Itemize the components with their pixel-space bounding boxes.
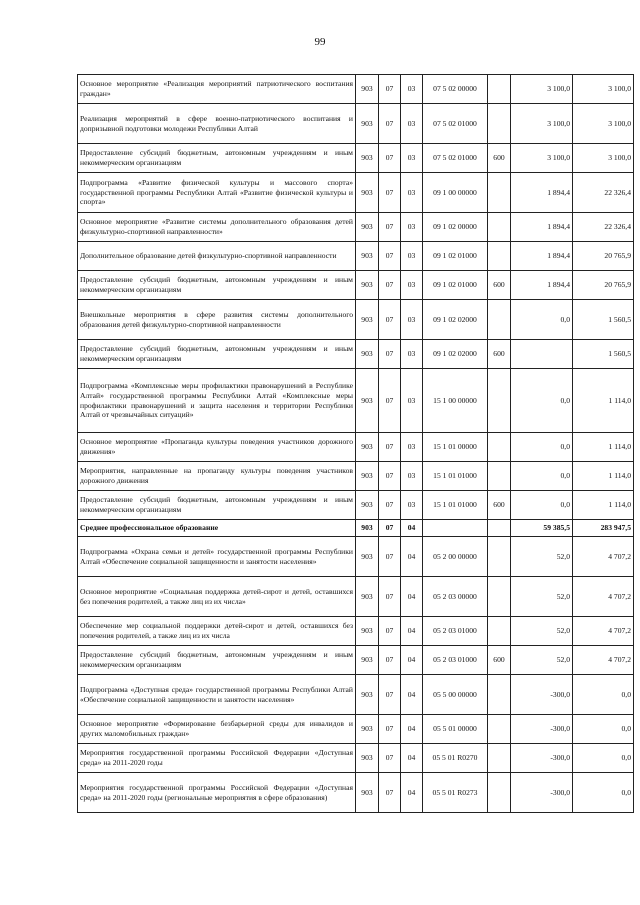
row-section-code: 07 [379,433,401,462]
row-expense-type [488,617,511,646]
row-target-article: 09 1 02 02000 [423,300,488,340]
row-subsection-code: 03 [401,144,423,173]
table-row [78,369,634,433]
table-row [78,617,634,646]
row-subsection-code: 03 [401,242,423,271]
row-amount-total: 1 114,0 [573,369,634,433]
row-ved-code: 903 [356,242,379,271]
table-row [78,715,634,744]
row-target-article: 05 5 00 00000 [423,675,488,715]
table-row [78,773,634,813]
table-row [78,340,634,369]
row-amount-change: -300,0 [511,773,573,813]
row-target-article: 09 1 02 00000 [423,213,488,242]
row-subsection-code: 04 [401,577,423,617]
row-amount-change: 0,0 [511,491,573,520]
row-ved-code: 903 [356,433,379,462]
row-ved-code: 903 [356,675,379,715]
row-ved-code: 903 [356,104,379,144]
row-target-article: 05 2 03 01000 [423,646,488,675]
row-target-article: 09 1 02 01000 [423,242,488,271]
row-expense-type: 600 [488,646,511,675]
row-subsection-code: 03 [401,271,423,300]
row-target-article: 05 2 00 00000 [423,537,488,577]
row-amount-total: 20 765,9 [573,242,634,271]
table-row [78,537,634,577]
table-row [78,577,634,617]
row-target-article: 07 5 02 01000 [423,104,488,144]
row-expense-type [488,462,511,491]
row-amount-change: 1 894,4 [511,213,573,242]
row-amount-change: -300,0 [511,744,573,773]
row-target-article: 05 5 01 00000 [423,715,488,744]
row-target-article [423,520,488,537]
row-subsection-code: 04 [401,744,423,773]
row-name: Подпрограмма «Охрана семьи и детей» государственной программы Республики Алтай «Обеспечение социальной защищенности и занятости населения» [78,537,356,577]
row-section-code: 07 [379,462,401,491]
row-amount-change: 52,0 [511,577,573,617]
page-number: 99 [314,36,326,48]
row-name: Мероприятия государственной программы Российской Федерации «Доступная среда» на 2011-2020 годы (региональные мероприятия в сфере образования) [78,773,356,813]
row-name: Основное мероприятие «Реализация мероприятий патриотического воспитания граждан» [78,75,356,104]
row-amount-total: 283 947,5 [573,520,634,537]
row-section-code: 07 [379,104,401,144]
row-ved-code: 903 [356,520,379,537]
row-ved-code: 903 [356,75,379,104]
row-subsection-code: 03 [401,369,423,433]
row-name: Основное мероприятие «Пропаганда культуры поведения участников дорожного движения» [78,433,356,462]
table-row [78,433,634,462]
row-subsection-code: 03 [401,104,423,144]
row-section-code: 07 [379,675,401,715]
row-amount-total: 1 560,5 [573,340,634,369]
row-expense-type [488,300,511,340]
row-amount-total: 4 707,2 [573,577,634,617]
row-name: Подпрограмма «Комплексные меры профилактики правонарушений в Республике Алтай» государственной программы Республики Алтай «Комплексные меры профилактики правонарушений и защита населения и территории Республики Алтай от чрезвычайных ситуаций» [78,369,356,433]
row-subsection-code: 04 [401,715,423,744]
row-section-code: 07 [379,537,401,577]
row-ved-code: 903 [356,300,379,340]
row-expense-type [488,75,511,104]
row-section-code: 07 [379,491,401,520]
row-amount-change: 52,0 [511,646,573,675]
table-row [78,173,634,213]
row-section-code: 07 [379,369,401,433]
row-amount-total: 0,0 [573,744,634,773]
row-expense-type: 600 [488,340,511,369]
row-expense-type [488,104,511,144]
row-name: Предоставление субсидий бюджетным, автономным учреждениям и иным некоммерческим организациям [78,144,356,173]
row-amount-total: 1 114,0 [573,433,634,462]
row-subsection-code: 03 [401,433,423,462]
row-target-article: 09 1 02 01000 [423,271,488,300]
row-amount-total: 20 765,9 [573,271,634,300]
row-target-article: 15 1 01 00000 [423,433,488,462]
row-section-code: 07 [379,520,401,537]
table-row [78,75,634,104]
row-amount-total: 1 114,0 [573,491,634,520]
row-section-code: 07 [379,213,401,242]
row-amount-total: 22 326,4 [573,213,634,242]
row-amount-total: 4 707,2 [573,617,634,646]
row-amount-total: 1 560,5 [573,300,634,340]
row-section-code: 07 [379,173,401,213]
row-ved-code: 903 [356,715,379,744]
table-row [78,491,634,520]
row-ved-code: 903 [356,340,379,369]
budget-table [77,74,634,813]
row-amount-total: 22 326,4 [573,173,634,213]
row-amount-change: 59 385,5 [511,520,573,537]
row-section-code: 07 [379,271,401,300]
row-amount-total: 3 100,0 [573,104,634,144]
row-expense-type [488,715,511,744]
row-expense-type [488,242,511,271]
row-subsection-code: 04 [401,537,423,577]
row-section-code: 07 [379,300,401,340]
row-ved-code: 903 [356,491,379,520]
row-name: Реализация мероприятий в сфере военно-патриотического воспитания и допризывной подготовки молодежи Республики Алтай [78,104,356,144]
row-section-code: 07 [379,617,401,646]
row-section-code: 07 [379,773,401,813]
row-name: Основное мероприятие «Формирование безбарьерной среды для инвалидов и других маломобильных граждан» [78,715,356,744]
row-name: Обеспечение мер социальной поддержки детей-сирот и детей, оставшихся без попечения родителей, а также лиц из их числа [78,617,356,646]
row-name: Основное мероприятие «Развитие системы дополнительного образования детей физкультурно-спортивной направленности» [78,213,356,242]
row-name: Дополнительное образование детей физкультурно-спортивной направленности [78,242,356,271]
row-section-code: 07 [379,75,401,104]
row-subsection-code: 03 [401,213,423,242]
row-section-code: 07 [379,242,401,271]
table-row [78,271,634,300]
row-name: Основное мероприятие «Социальная поддержка детей-сирот и детей, оставшихся без попечения родителей, а также лиц из их числа» [78,577,356,617]
row-expense-type [488,433,511,462]
row-name: Подпрограмма «Развитие физической культуры и массового спорта» государственной программы Республики Алтай «Развитие физической культуры и спорта» [78,173,356,213]
row-expense-type [488,173,511,213]
row-amount-total: 1 114,0 [573,462,634,491]
row-ved-code: 903 [356,369,379,433]
row-expense-type: 600 [488,271,511,300]
row-section-code: 07 [379,715,401,744]
row-target-article: 15 1 01 01000 [423,491,488,520]
row-amount-total: 0,0 [573,715,634,744]
row-subsection-code: 03 [401,300,423,340]
row-section-code: 07 [379,577,401,617]
row-ved-code: 903 [356,173,379,213]
row-expense-type: 600 [488,491,511,520]
row-target-article: 15 1 00 00000 [423,369,488,433]
row-name: Предоставление субсидий бюджетным, автономным учреждениям и иным некоммерческим организациям [78,646,356,675]
row-target-article: 05 5 01 R0273 [423,773,488,813]
table-row [78,242,634,271]
row-name: Предоставление субсидий бюджетным, автономным учреждениям и иным некоммерческим организациям [78,340,356,369]
row-expense-type [488,537,511,577]
row-expense-type: 600 [488,144,511,173]
row-ved-code: 903 [356,646,379,675]
row-subsection-code: 03 [401,75,423,104]
row-subsection-code: 03 [401,173,423,213]
row-amount-change: 0,0 [511,462,573,491]
row-subsection-code: 04 [401,773,423,813]
table-row [78,646,634,675]
row-expense-type [488,675,511,715]
row-subsection-code: 03 [401,462,423,491]
row-amount-change: 3 100,0 [511,75,573,104]
row-amount-change: 3 100,0 [511,104,573,144]
row-target-article: 09 1 00 00000 [423,173,488,213]
row-amount-total: 4 707,2 [573,537,634,577]
row-ved-code: 903 [356,773,379,813]
table-row [78,462,634,491]
row-target-article: 05 2 03 00000 [423,577,488,617]
row-ved-code: 903 [356,213,379,242]
row-expense-type [488,773,511,813]
row-target-article: 07 5 02 00000 [423,75,488,104]
row-name: Мероприятия государственной программы Российской Федерации «Доступная среда» на 2011-2020 годы [78,744,356,773]
row-amount-change: -300,0 [511,675,573,715]
row-ved-code: 903 [356,617,379,646]
row-expense-type [488,744,511,773]
row-expense-type [488,369,511,433]
row-expense-type [488,520,511,537]
row-expense-type [488,213,511,242]
row-subsection-code: 03 [401,491,423,520]
table-row [78,144,634,173]
row-name: Мероприятия, направленные на пропаганду культуры поведения участников дорожного движения [78,462,356,491]
row-target-article: 15 1 01 01000 [423,462,488,491]
row-amount-total: 0,0 [573,675,634,715]
row-expense-type [488,577,511,617]
row-ved-code: 903 [356,577,379,617]
row-name: Предоставление субсидий бюджетным, автономным учреждениям и иным некоммерческим организациям [78,491,356,520]
row-subsection-code: 04 [401,617,423,646]
row-target-article: 07 5 02 01000 [423,144,488,173]
table-row [78,520,634,537]
row-amount-change: 1 894,4 [511,173,573,213]
row-ved-code: 903 [356,144,379,173]
row-section-code: 07 [379,144,401,173]
row-amount-total: 3 100,0 [573,144,634,173]
row-name: Внешкольные мероприятия в сфере развития системы дополнительного образования детей физкультурно-спортивной направленности [78,300,356,340]
row-amount-change [511,340,573,369]
row-target-article: 09 1 02 02000 [423,340,488,369]
row-amount-change: 1 894,4 [511,242,573,271]
row-ved-code: 903 [356,271,379,300]
table-row [78,213,634,242]
row-amount-total: 3 100,0 [573,75,634,104]
row-section-code: 07 [379,340,401,369]
row-amount-total: 0,0 [573,773,634,813]
row-target-article: 05 2 03 01000 [423,617,488,646]
row-amount-change: 0,0 [511,300,573,340]
row-amount-total: 4 707,2 [573,646,634,675]
row-amount-change: 0,0 [511,433,573,462]
row-amount-change: 1 894,4 [511,271,573,300]
row-section-code: 07 [379,744,401,773]
row-name: Среднее профессиональное образование [78,520,356,537]
row-amount-change: 3 100,0 [511,144,573,173]
row-amount-change: 0,0 [511,369,573,433]
row-subsection-code: 04 [401,675,423,715]
table-row [78,104,634,144]
row-ved-code: 903 [356,744,379,773]
row-section-code: 07 [379,646,401,675]
table-row [78,744,634,773]
row-ved-code: 903 [356,537,379,577]
budget-table-body [78,75,634,813]
row-amount-change: -300,0 [511,715,573,744]
row-amount-change: 52,0 [511,617,573,646]
row-subsection-code: 03 [401,340,423,369]
row-subsection-code: 04 [401,520,423,537]
table-row [78,300,634,340]
row-ved-code: 903 [356,462,379,491]
row-amount-change: 52,0 [511,537,573,577]
row-target-article: 05 5 01 R0270 [423,744,488,773]
row-subsection-code: 04 [401,646,423,675]
row-name: Подпрограмма «Доступная среда» государственной программы Республики Алтай «Обеспечение социальной защищенности и занятости населения» [78,675,356,715]
row-name: Предоставление субсидий бюджетным, автономным учреждениям и иным некоммерческим организациям [78,271,356,300]
table-row [78,675,634,715]
